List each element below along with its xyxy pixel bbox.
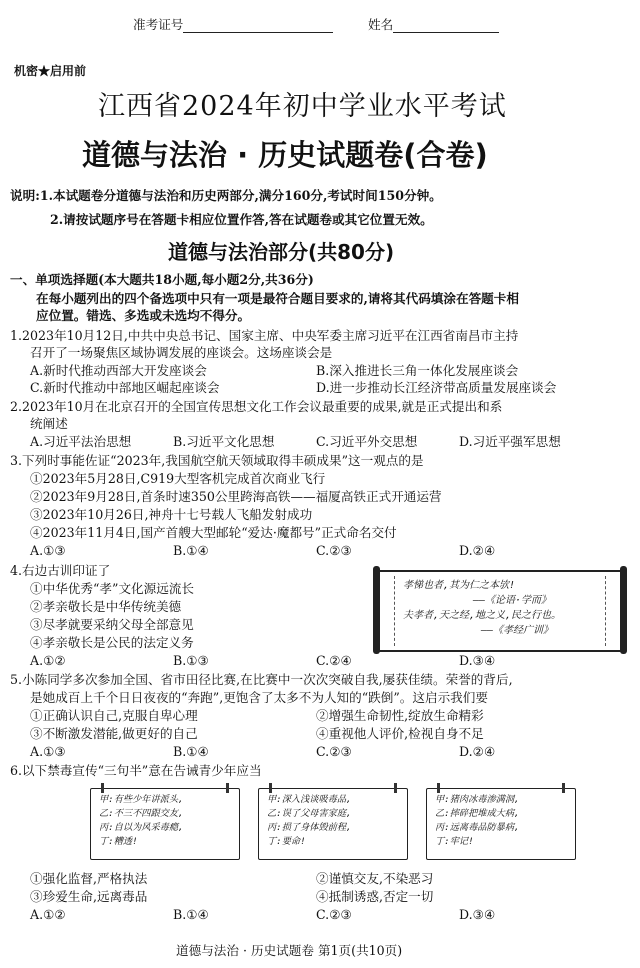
q3-stem: 3.下列时事能佐证“2023年,我国航空航天领域取得丰硕成果”这一观点的是 bbox=[10, 453, 424, 468]
q5-item-1: ①正确认识自己,克服自卑心理 bbox=[30, 708, 198, 723]
name-label: 姓名 bbox=[368, 17, 394, 32]
q5-option-b[interactable]: B.①④ bbox=[173, 744, 209, 759]
q6-item-1: ①强化监督,严格执法 bbox=[30, 871, 148, 886]
q5-option-a[interactable]: A.①③ bbox=[30, 744, 66, 759]
q2-option-b[interactable]: B.习近平文化思想 bbox=[173, 434, 275, 449]
q3-option-b[interactable]: B.①④ bbox=[173, 543, 209, 558]
q1-stem-1: 1.2023年10月12日,中共中央总书记、国家主席、中央军委主席习近平在江西省南昌市主持 bbox=[10, 328, 519, 343]
exam-id-field[interactable] bbox=[133, 14, 333, 33]
instruction-line-1: 在每小题列出的四个备选项中只有一项是最符合题目要求的,请将其代码填涂在答题卡相 bbox=[36, 291, 519, 306]
q5-stem-1: 5.小陈同学多次参加全国、省市田径比赛,在比赛中一次次突破自我,屡获佳绩。荣誉的背后, bbox=[10, 672, 513, 687]
q3-item-1: ①2023年5月28日,C919大型客机完成首次商业飞行 bbox=[30, 471, 326, 486]
q5-item-2: ②增强生命韧性,绽放生命精彩 bbox=[316, 708, 484, 723]
poem-card-3: 甲:猪肉冰毒渗满洞, 乙:摔碎把堆成大病, 丙:远离毒品防暴病, 丁:牢记! bbox=[426, 788, 576, 860]
q5-stem-2: 是她成百上千个日日夜夜的“奔跑”,更饱含了太多不为人知的“跌倒”。这启示我们要 bbox=[30, 690, 488, 705]
exam-title: 江西省2024年初中学业水平考试 bbox=[98, 91, 507, 122]
q3-item-2: ②2023年9月28日,首条时速350公里跨海高铁——福厦高铁正式开通运营 bbox=[30, 489, 442, 504]
q6-item-2: ②谨慎交友,不染恶习 bbox=[316, 871, 434, 886]
q4-item-4: ④孝亲敬长是公民的法定义务 bbox=[30, 635, 194, 650]
scroll-line-1: 孝悌也者,其为仁之本欤! bbox=[403, 580, 516, 591]
note-2: 2.请按试题序号在答题卡相应位置作答,答在试题卷或其它位置无效。 bbox=[50, 212, 433, 227]
q6-option-b[interactable]: B.①④ bbox=[173, 907, 209, 922]
q2-option-a[interactable]: A.习近平法治思想 bbox=[30, 434, 132, 449]
secret-label: 机密★启用前 bbox=[14, 64, 87, 78]
name-field[interactable] bbox=[368, 14, 499, 33]
q6-option-d[interactable]: D.③④ bbox=[459, 907, 496, 922]
scroll-line-2: 夫孝者,天之经,地之义,民之行也。 bbox=[403, 610, 562, 621]
q6-option-a[interactable]: A.①② bbox=[30, 907, 66, 922]
q2-option-d[interactable]: D.习近平强军思想 bbox=[459, 434, 561, 449]
paper-title: 道德与法治 · 历史试题卷(合卷) bbox=[82, 138, 488, 172]
ancient-motto-scroll bbox=[378, 570, 622, 652]
q1-option-d[interactable]: D.进一步推动长江经济带高质量发展座谈会 bbox=[316, 380, 557, 395]
q3-item-4: ④2023年11月4日,国产首艘大型邮轮“爱达·魔都号”正式命名交付 bbox=[30, 525, 397, 540]
q5-item-4: ④重视他人评价,检视自身不足 bbox=[316, 726, 484, 741]
q4-option-c[interactable]: C.②④ bbox=[316, 653, 352, 668]
scroll-source-2: ——《孝经广训》 bbox=[481, 625, 554, 636]
exam-id-label: 准考证号 bbox=[133, 17, 184, 32]
q3-item-3: ③2023年10月26日,神舟十七号载人飞船发射成功 bbox=[30, 507, 313, 522]
part-title: 一、单项选择题(本大题共18小题,每小题2分,共36分) bbox=[10, 272, 314, 287]
q5-option-d[interactable]: D.②④ bbox=[459, 744, 496, 759]
q2-stem-2: 统阐述 bbox=[30, 416, 68, 431]
q1-option-c[interactable]: C.新时代推动中部地区崛起座谈会 bbox=[30, 380, 220, 395]
q1-option-a[interactable]: A.新时代推动西部大开发座谈会 bbox=[30, 363, 207, 378]
instruction-line-2: 应位置。错选、多选或未选均不得分。 bbox=[36, 308, 251, 323]
q4-option-b[interactable]: B.①③ bbox=[173, 653, 209, 668]
q3-option-a[interactable]: A.①③ bbox=[30, 543, 66, 558]
q2-option-c[interactable]: C.习近平外交思想 bbox=[316, 434, 418, 449]
q3-option-d[interactable]: D.②④ bbox=[459, 543, 496, 558]
poem-card-1: 甲:有些少年讲派头, 乙:不三不四跟交友, 丙:自以为风采毒瘾, 丁:糟透! bbox=[90, 788, 240, 860]
q5-option-c[interactable]: C.②③ bbox=[316, 744, 352, 759]
q4-item-2: ②孝亲敬长是中华传统美德 bbox=[30, 599, 182, 614]
q1-stem-2: 召开了一场聚焦区域协调发展的座谈会。这场座谈会是 bbox=[30, 345, 333, 360]
q4-option-a[interactable]: A.①② bbox=[30, 653, 66, 668]
page-footer: 道德与法治 · 历史试题卷 第1页(共10页) bbox=[176, 943, 403, 958]
q4-option-d[interactable]: D.③④ bbox=[459, 653, 496, 668]
q6-item-3: ③珍爱生命,远离毒品 bbox=[30, 889, 148, 904]
q6-item-4: ④抵制诱惑,否定一切 bbox=[316, 889, 434, 904]
q6-stem: 6.以下禁毒宣传“三句半”意在告诫青少年应当 bbox=[10, 763, 262, 778]
note-1: 说明:1.本试题卷分道德与法治和历史两部分,满分160分,考试时间150分钟。 bbox=[10, 188, 442, 203]
q5-item-3: ③不断激发潜能,做更好的自己 bbox=[30, 726, 198, 741]
q2-stem-1: 2.2023年10月在北京召开的全国宣传思想文化工作会议最重要的成果,就是正式提出和系 bbox=[10, 399, 503, 414]
q4-item-1: ①中华优秀“孝”文化源远流长 bbox=[30, 581, 195, 596]
q6-option-c[interactable]: C.②③ bbox=[316, 907, 352, 922]
scroll-source-1: ——《论语·学而》 bbox=[473, 595, 552, 606]
poem-card-2: 甲:深入浅谈吸毒品, 乙:误了父母害家庭, 丙:损了身体毁前程, 丁:要命! bbox=[258, 788, 408, 860]
section-title: 道德与法治部分(共80分) bbox=[168, 240, 395, 264]
q3-option-c[interactable]: C.②③ bbox=[316, 543, 352, 558]
q4-stem: 4.右边古训印证了 bbox=[10, 563, 111, 578]
q1-option-b[interactable]: B.深入推进长三角一体化发展座谈会 bbox=[316, 363, 519, 378]
q4-item-3: ③尽孝就要采纳父母全部意见 bbox=[30, 617, 194, 632]
